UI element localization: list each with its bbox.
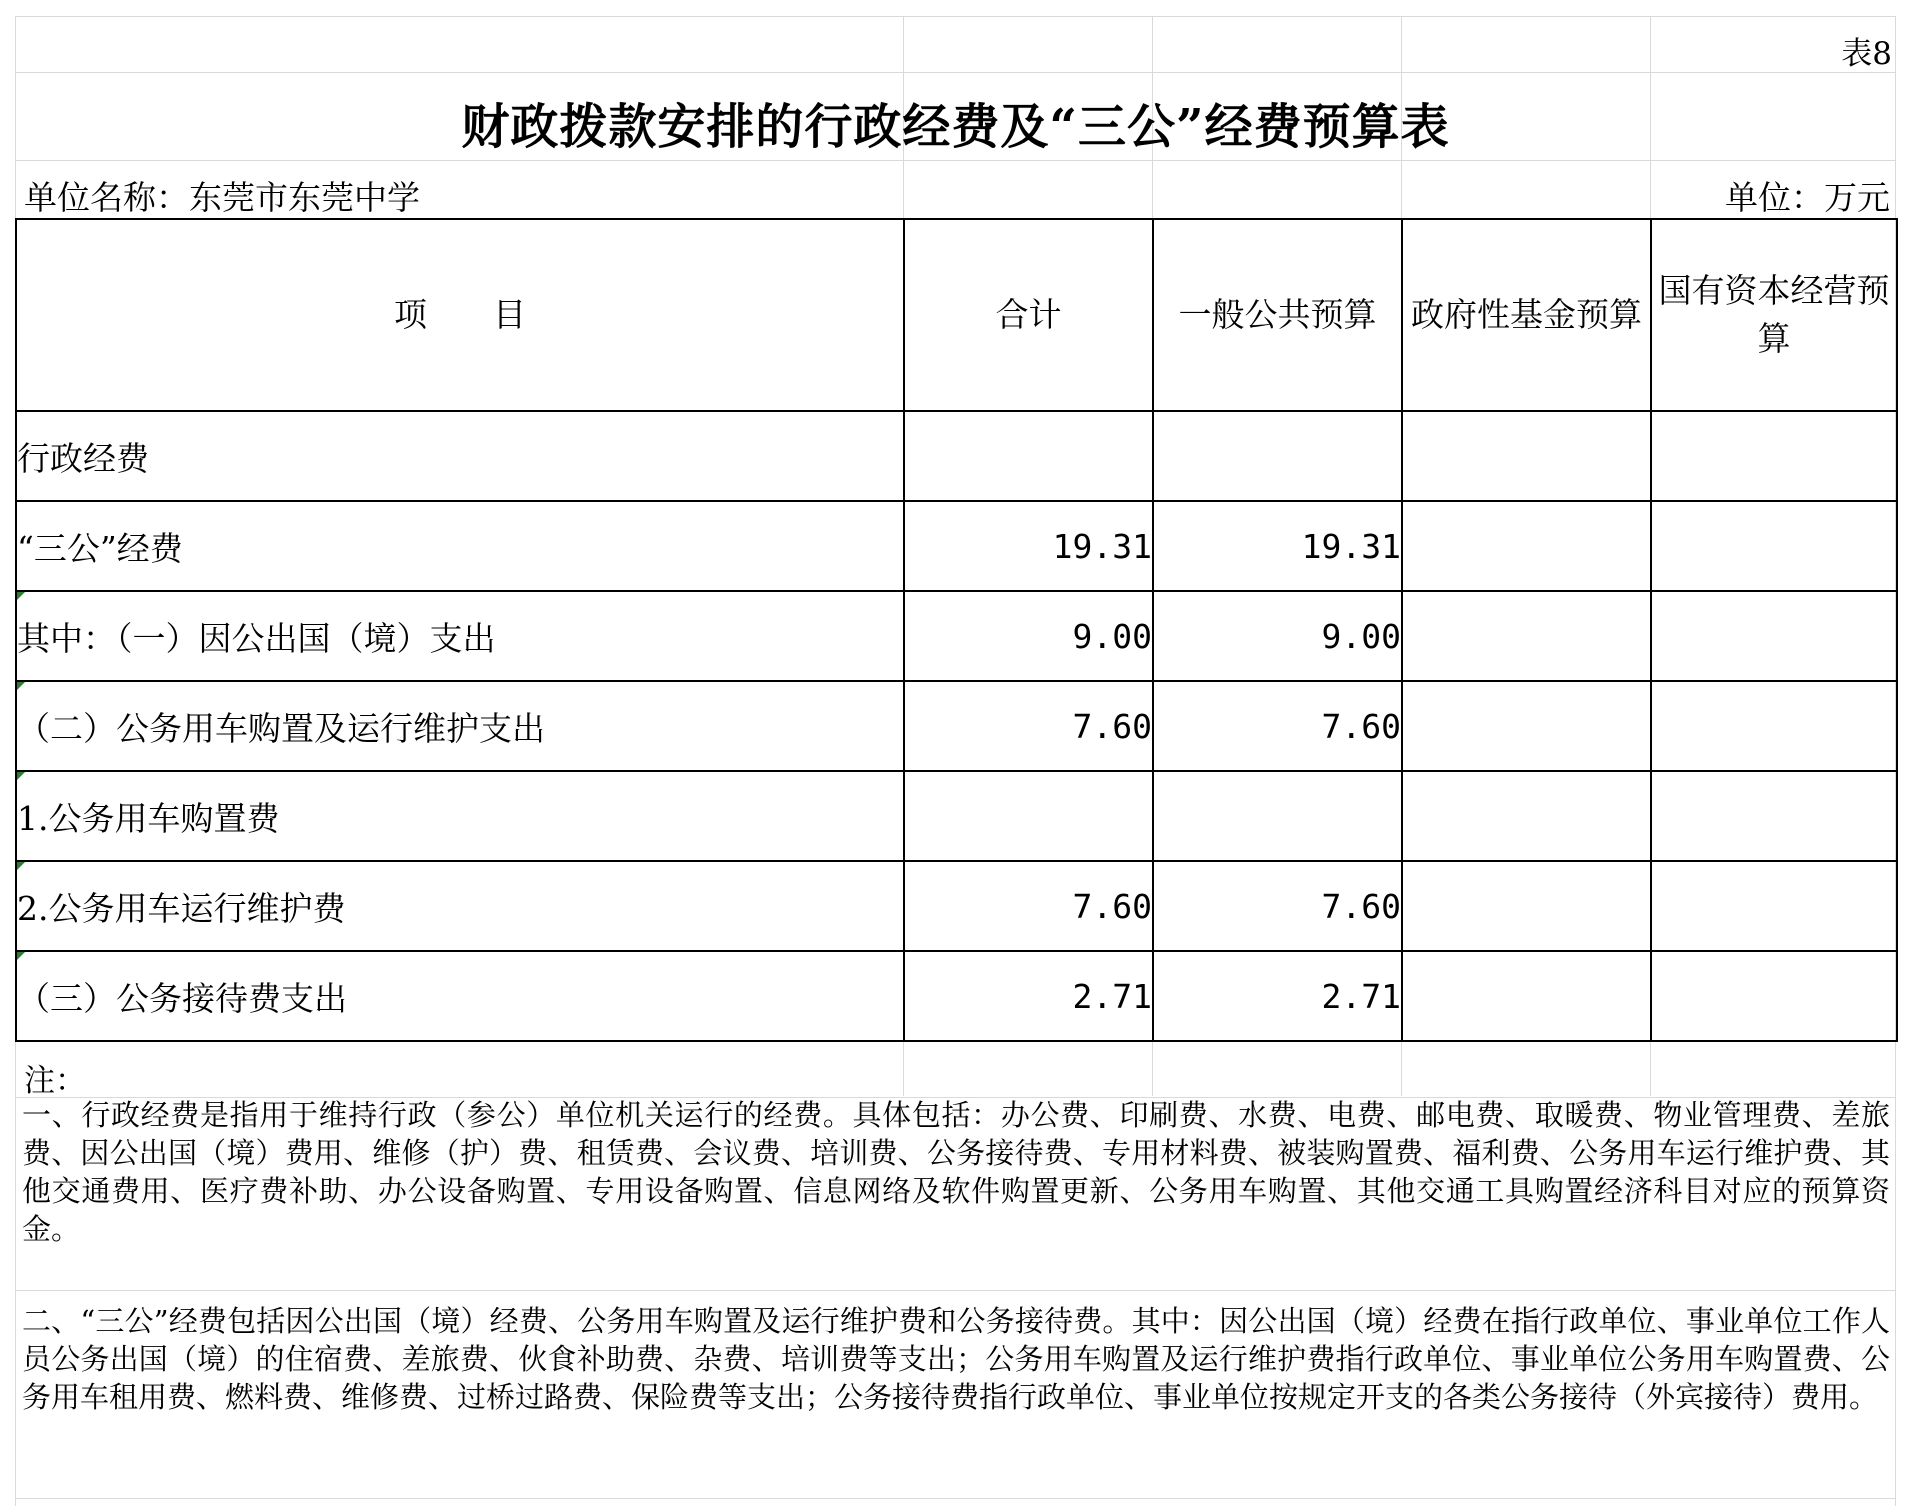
row-state (1651, 771, 1897, 861)
gridline (15, 1290, 1896, 1291)
gridline (15, 1498, 1896, 1499)
row-item (16, 681, 904, 771)
cell-marker-icon (17, 592, 25, 600)
row-item-label: 1.公务用车购置费 (17, 798, 280, 838)
note-three-public-expenses: 二、“三公”经费包括因公出国（境）经费、公务用车购置及运行维护费和公务接待费。其中：因公出国（境）经费在指行政单位、事业单位工作人员公务出国（境）的住宿费、差旅费、伙食补助费、杂费、培训费等支出；公务用车购置及运行维护费指行政单位、事业单位公务用车购置费、公务用车租用费、燃料费、维修费、过桥过路费、保险费等支出；公务接待费指行政单位、事业单位按规定开支的各类公务接待（外宾接待）费用。 (22, 1304, 1890, 1414)
header-fund-budget: 政府性基金预算 (1402, 219, 1651, 411)
row-item-label: （二）公务用车购置及运行维护支出 (17, 708, 545, 748)
row-fund (1402, 861, 1651, 951)
gridline (15, 160, 1896, 161)
row-item-label: 其中：（一）因公出国（境）支出 (17, 618, 496, 658)
cell-marker-icon (17, 682, 25, 690)
row-total: 7.60 (904, 681, 1153, 771)
row-state (1651, 501, 1897, 591)
row-fund (1402, 411, 1651, 501)
header-general-budget: 一般公共预算 (1153, 219, 1402, 411)
row-total (904, 771, 1153, 861)
row-general: 7.60 (1153, 681, 1402, 771)
header-total: 合计 (904, 219, 1153, 411)
row-state (1651, 861, 1897, 951)
row-total: 19.31 (904, 501, 1153, 591)
page-title: 财政拨款安排的行政经费及“三公”经费预算表 (461, 99, 1450, 155)
header-state-capital-budget: 国有资本经营预算 (1651, 219, 1897, 411)
cell-marker-icon (17, 772, 25, 780)
row-state (1651, 411, 1897, 501)
header-item: 项 目 (16, 219, 904, 411)
row-general (1153, 411, 1402, 501)
table-row (16, 501, 1897, 591)
row-item (16, 861, 904, 951)
row-fund (1402, 681, 1651, 771)
row-state (1651, 951, 1897, 1041)
sheet-tag: 表8 (1841, 36, 1892, 72)
row-item (16, 771, 904, 861)
row-item (16, 951, 904, 1041)
table-row (16, 681, 1897, 771)
table-row (16, 951, 1897, 1041)
row-total (904, 411, 1153, 501)
table-header-row (16, 219, 1897, 411)
row-general: 9.00 (1153, 591, 1402, 681)
row-item: 行政经费 (16, 411, 904, 501)
gridline (15, 16, 1896, 17)
row-fund (1402, 771, 1651, 861)
row-total: 2.71 (904, 951, 1153, 1041)
unit-label: 单位：万元 (1725, 178, 1890, 217)
row-general: 19.31 (1153, 501, 1402, 591)
cell-marker-icon (17, 952, 25, 960)
notes-label: 注： (24, 1063, 86, 1099)
note-administrative-expenses: 一、行政经费是指用于维持行政（参公）单位机关运行的经费。具体包括：办公费、印刷费、水费、电费、邮电费、取暖费、物业管理费、差旅费、因公出国（境）费用、维修（护）费、租赁费、会议费、培训费、公务接待费、专用材料费、被装购置费、福利费、公务用车运行维护费、其他交通费用、医疗费补助、办公设备购置、专用设备购置、信息网络及软件购置更新、公务用车购置、其他交通工具购置经济科目对应的预算资金。 (22, 1098, 1890, 1246)
gridline (15, 72, 1896, 73)
row-item-label: （三）公务接待费支出 (17, 978, 347, 1018)
row-item: “三公”经费 (16, 501, 904, 591)
row-fund (1402, 591, 1651, 681)
row-total: 7.60 (904, 861, 1153, 951)
unit-name: 单位名称：东莞市东莞中学 (24, 178, 420, 217)
row-general: 2.71 (1153, 951, 1402, 1041)
row-general: 7.60 (1153, 861, 1402, 951)
cell-marker-icon (17, 862, 25, 870)
budget-table (15, 218, 1898, 1042)
row-total: 9.00 (904, 591, 1153, 681)
row-state (1651, 681, 1897, 771)
row-state (1651, 591, 1897, 681)
row-item-label: 2.公务用车运行维护费 (17, 888, 346, 928)
row-fund (1402, 501, 1651, 591)
table-row (16, 591, 1897, 681)
row-fund (1402, 951, 1651, 1041)
row-general (1153, 771, 1402, 861)
table-row (16, 411, 1897, 501)
row-item (16, 591, 904, 681)
table-row (16, 771, 1897, 861)
table-row (16, 861, 1897, 951)
